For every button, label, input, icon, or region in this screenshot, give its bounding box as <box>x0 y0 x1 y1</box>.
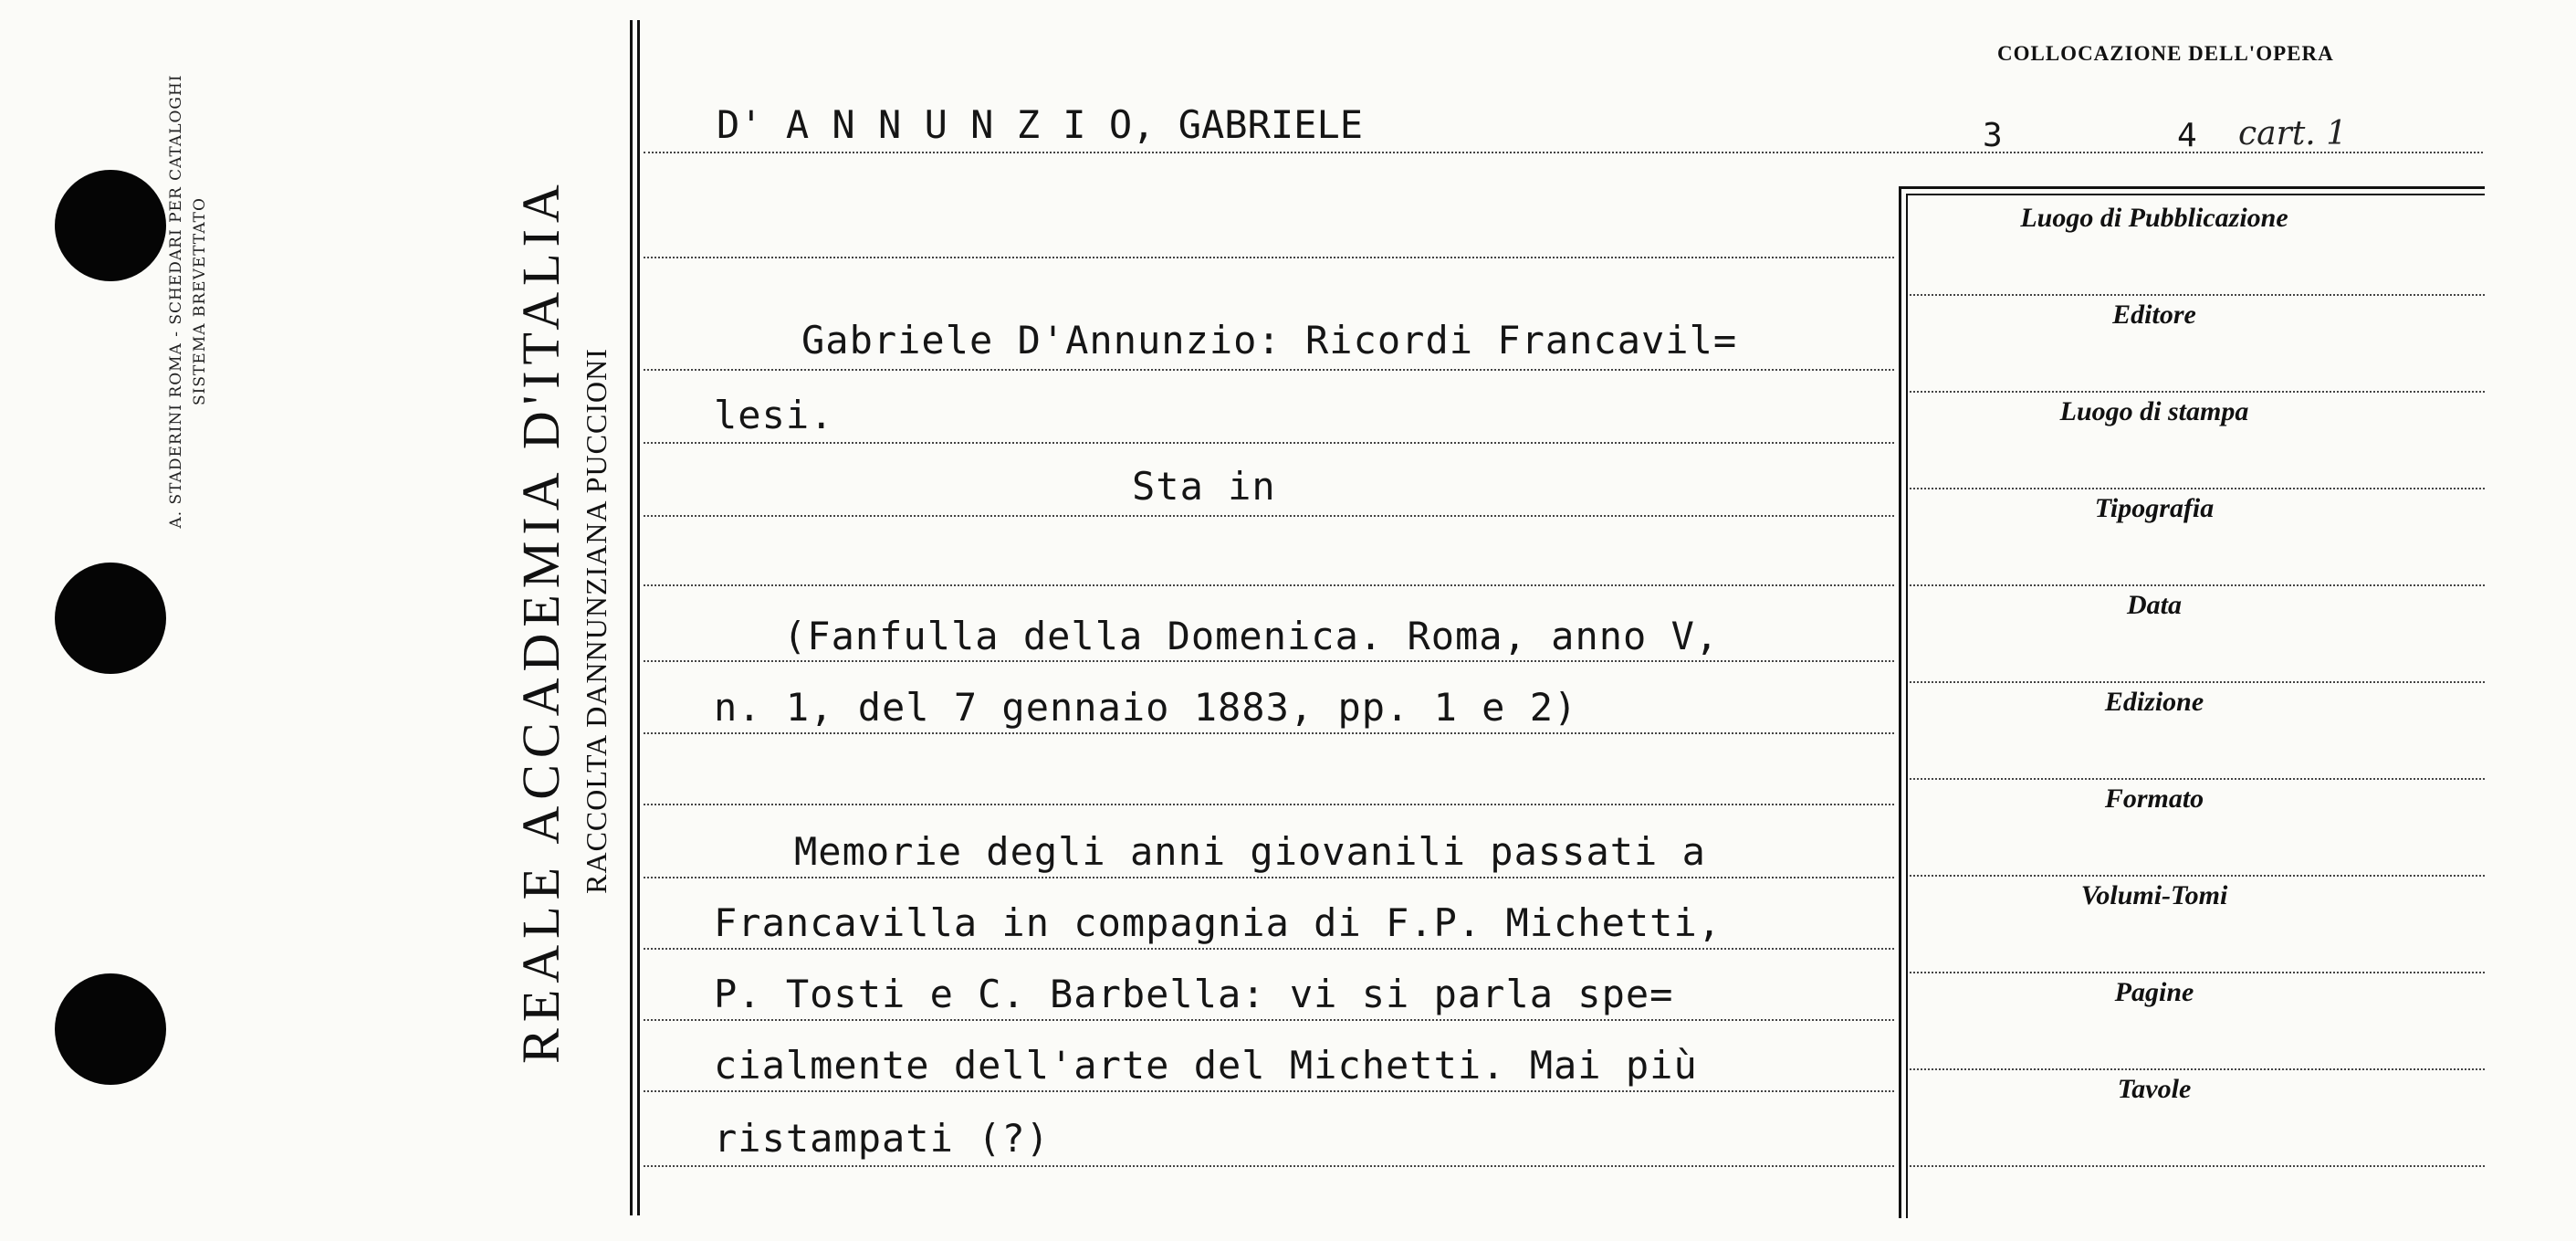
printer-imprint <box>164 0 228 621</box>
field-separator <box>1910 294 2485 296</box>
dotted-line <box>644 732 1894 734</box>
collection-heading: RACCOLTA DANNUNZIANA PUCCIONI <box>580 348 613 894</box>
dotted-line <box>644 152 2483 153</box>
dotted-line <box>644 257 1894 258</box>
note-line-4: cialmente dell'arte del Michetti. Mai più <box>714 1043 1698 1088</box>
note-line-5: ristampati (?) <box>714 1116 1051 1161</box>
field-label-edition: Edizione <box>2104 687 2204 717</box>
field-label-plates: Tavole <box>2117 1074 2192 1104</box>
left-rule-inner <box>637 20 640 1215</box>
dotted-line <box>644 442 1894 444</box>
sta-in-label: Sta in <box>1132 464 1276 509</box>
field-separator <box>1910 972 2485 973</box>
field-label-volumes: Volumi-Tomi <box>2080 880 2228 910</box>
dotted-line <box>644 1165 1894 1167</box>
source-line-2: n. 1, del 7 gennaio 1883, pp. 1 e 2) <box>714 685 1578 730</box>
field-separator <box>1910 1068 2485 1070</box>
dotted-line <box>644 1019 1894 1021</box>
printer-imprint-line2: SISTEMA BREVETTATO <box>191 197 209 405</box>
field-label-format: Formato <box>2104 784 2204 814</box>
dotted-line <box>644 877 1894 878</box>
right-box-top-rule-2 <box>1906 194 2485 195</box>
shelf-number-2: 4 <box>2177 117 2197 154</box>
collocation-label: COLLOCAZIONE DELL'OPERA <box>1997 42 2334 65</box>
field-label-date: Data <box>2127 590 2182 620</box>
field-label-publisher: Editore <box>2112 300 2196 330</box>
printer-imprint-line1: A. STADERINI ROMA - SCHEDARI PER CATALOGHI <box>167 74 185 529</box>
dotted-line <box>644 804 1894 805</box>
field-separator <box>1910 778 2485 780</box>
field-label-place-of-publication: Luogo di Pubblicazione <box>2020 203 2288 233</box>
title-line-1: Gabriele D'Annunzio: Ricordi Francavil= <box>801 318 1738 363</box>
field-label-place-of-printing: Luogo di stampa <box>2059 396 2249 426</box>
dotted-line <box>644 584 1894 586</box>
academy-heading: REALE ACCADEMIA D'ITALIA <box>511 178 571 1064</box>
author-heading: D' A N N U N Z I O, GABRIELE <box>717 102 1364 147</box>
dotted-line <box>644 515 1894 517</box>
right-box-left-rule <box>1899 186 1901 1218</box>
field-separator <box>1910 391 2485 393</box>
source-line-1: (Fanfulla della Domenica. Roma, anno V, <box>783 614 1720 658</box>
punch-hole-middle <box>55 563 166 674</box>
punch-hole-bottom <box>55 973 166 1085</box>
shelf-number-3: cart. 1 <box>2238 115 2348 152</box>
field-separator <box>1910 1165 2485 1167</box>
field-separator <box>1910 584 2485 586</box>
dotted-line <box>644 948 1894 950</box>
dotted-line <box>644 1090 1894 1092</box>
field-separator <box>1910 875 2485 877</box>
title-line-2: lesi. <box>714 393 834 437</box>
dotted-line <box>644 369 1894 371</box>
note-line-1: Memorie degli anni giovanili passati a <box>794 829 1706 874</box>
punch-hole-top <box>55 170 166 281</box>
field-separator <box>1910 488 2485 489</box>
shelf-number-1: 3 <box>1983 117 2003 154</box>
note-line-3: P. Tosti e C. Barbella: vi si parla spe= <box>714 972 1674 1016</box>
left-rule-outer <box>630 20 633 1215</box>
right-box-top-rule <box>1899 186 2485 189</box>
note-line-2: Francavilla in compagnia di F.P. Michetti, <box>714 900 1723 945</box>
dotted-line <box>644 660 1894 662</box>
field-label-printer: Tipografia <box>2094 493 2215 523</box>
field-separator <box>1910 681 2485 683</box>
field-label-pages: Pagine <box>2114 977 2194 1007</box>
